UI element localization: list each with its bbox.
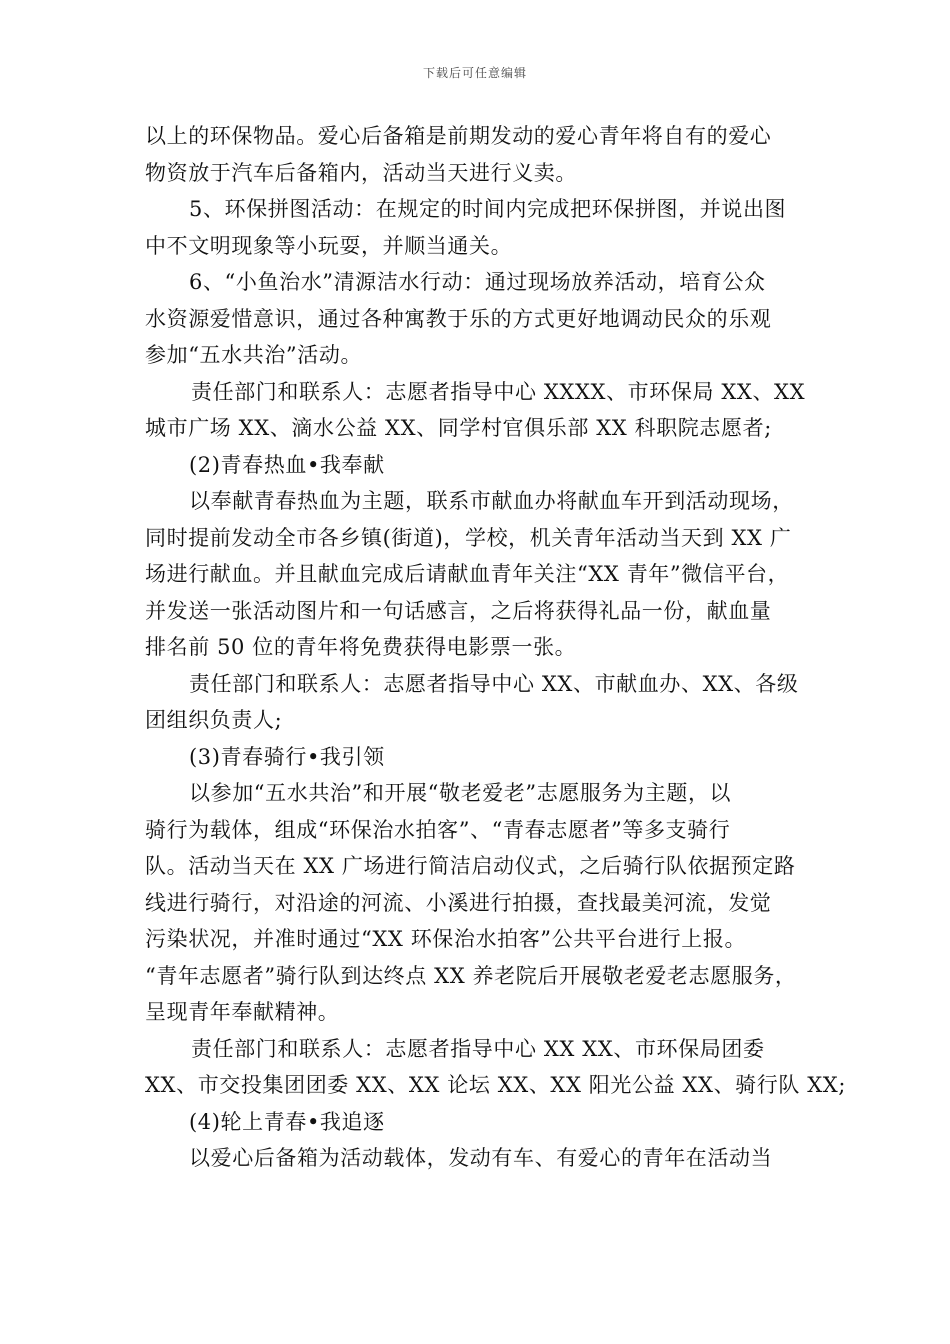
body-line: 水资源爱惜意识，通过各种寓教于乐的方式更好地调动民众的乐观 xyxy=(145,306,772,331)
section-heading: (3)青春骑行•我引领 xyxy=(189,744,385,769)
body-line: 团组织负责人; xyxy=(145,708,283,732)
body-line: 参加“五水共治”活动。 xyxy=(145,343,363,367)
body-line: 同时提前发动全市各乡镇(街道)，学校，机关青年活动当天到 XX 广 xyxy=(145,525,792,550)
document-body xyxy=(145,118,847,1177)
body-line: 城市广场 XX、滴水公益 XX、同学村官俱乐部 XX 科职院志愿者; xyxy=(145,416,772,440)
body-line: 骑行为载体，组成“环保治水拍客”、“青春志愿者”等多支骑行 xyxy=(145,817,731,842)
body-line: 6、“小鱼治水”清源洁水行动：通过现场放养活动，培育公众 xyxy=(189,270,766,294)
body-line: 队。活动当天在 XX 广场进行简洁启动仪式，之后骑行队依据预定路 xyxy=(145,854,796,878)
section-heading: (2)青春热血•我奉献 xyxy=(189,452,385,477)
body-line: 责任部门和联系人：志愿者指导中心 XXXX、市环保局 XX、XX xyxy=(191,379,806,404)
page-header: 下载后可任意编辑 xyxy=(422,66,527,80)
body-line: 并发送一张活动图片和一句话感言，之后将获得礼品一份，献血量 xyxy=(145,598,772,623)
body-line: 以上的环保物品。爱心后备箱是前期发动的爱心青年将自有的爱心 xyxy=(145,124,772,148)
body-line: “青年志愿者”骑行队到达终点 XX 养老院后开展敬老爱老志愿服务， xyxy=(145,963,797,988)
body-line: 场进行献血。并且献血完成后请献血青年关注“XX 青年”微信平台， xyxy=(145,562,790,586)
body-line: 以爱心后备箱为活动载体，发动有车、有爱心的青年在活动当 xyxy=(189,1146,773,1170)
body-line: 以奉献青春热血为主题，联系市献血办将献血车开到活动现场， xyxy=(189,489,794,513)
body-line: 中不文明现象等小玩耍，并顺当通关。 xyxy=(145,233,513,258)
body-line: 责任部门和联系人：志愿者指导中心 XX XX、市环保局团委 xyxy=(191,1036,765,1061)
body-line: 污染状况，并准时通过“XX 环保治水拍客”公共平台进行上报。 xyxy=(145,927,747,951)
body-line: 物资放于汽车后备箱内，活动当天进行义卖。 xyxy=(145,160,577,185)
body-line: 责任部门和联系人：志愿者指导中心 XX、市献血办、XX、各级 xyxy=(189,671,799,696)
section-heading: (4)轮上青春•我追逐 xyxy=(189,1109,385,1134)
body-line: 以参加“五水共治”和开展“敬老爱老”志愿服务为主题，以 xyxy=(189,781,732,805)
body-line: 5、环保拼图活动：在规定的时间内完成把环保拼图，并说出图 xyxy=(189,197,787,221)
body-line: 呈现青年奉献精神。 xyxy=(145,1000,340,1024)
body-line: XX、市交投集团团委 XX、XX 论坛 XX、XX 阳光公益 XX、骑行队 XX; xyxy=(145,1073,847,1097)
body-line: 排名前 50 位的青年将免费获得电影票一张。 xyxy=(145,635,577,659)
body-line: 线进行骑行，对沿途的河流、小溪进行拍摄，查找最美河流，发觉 xyxy=(145,890,772,915)
